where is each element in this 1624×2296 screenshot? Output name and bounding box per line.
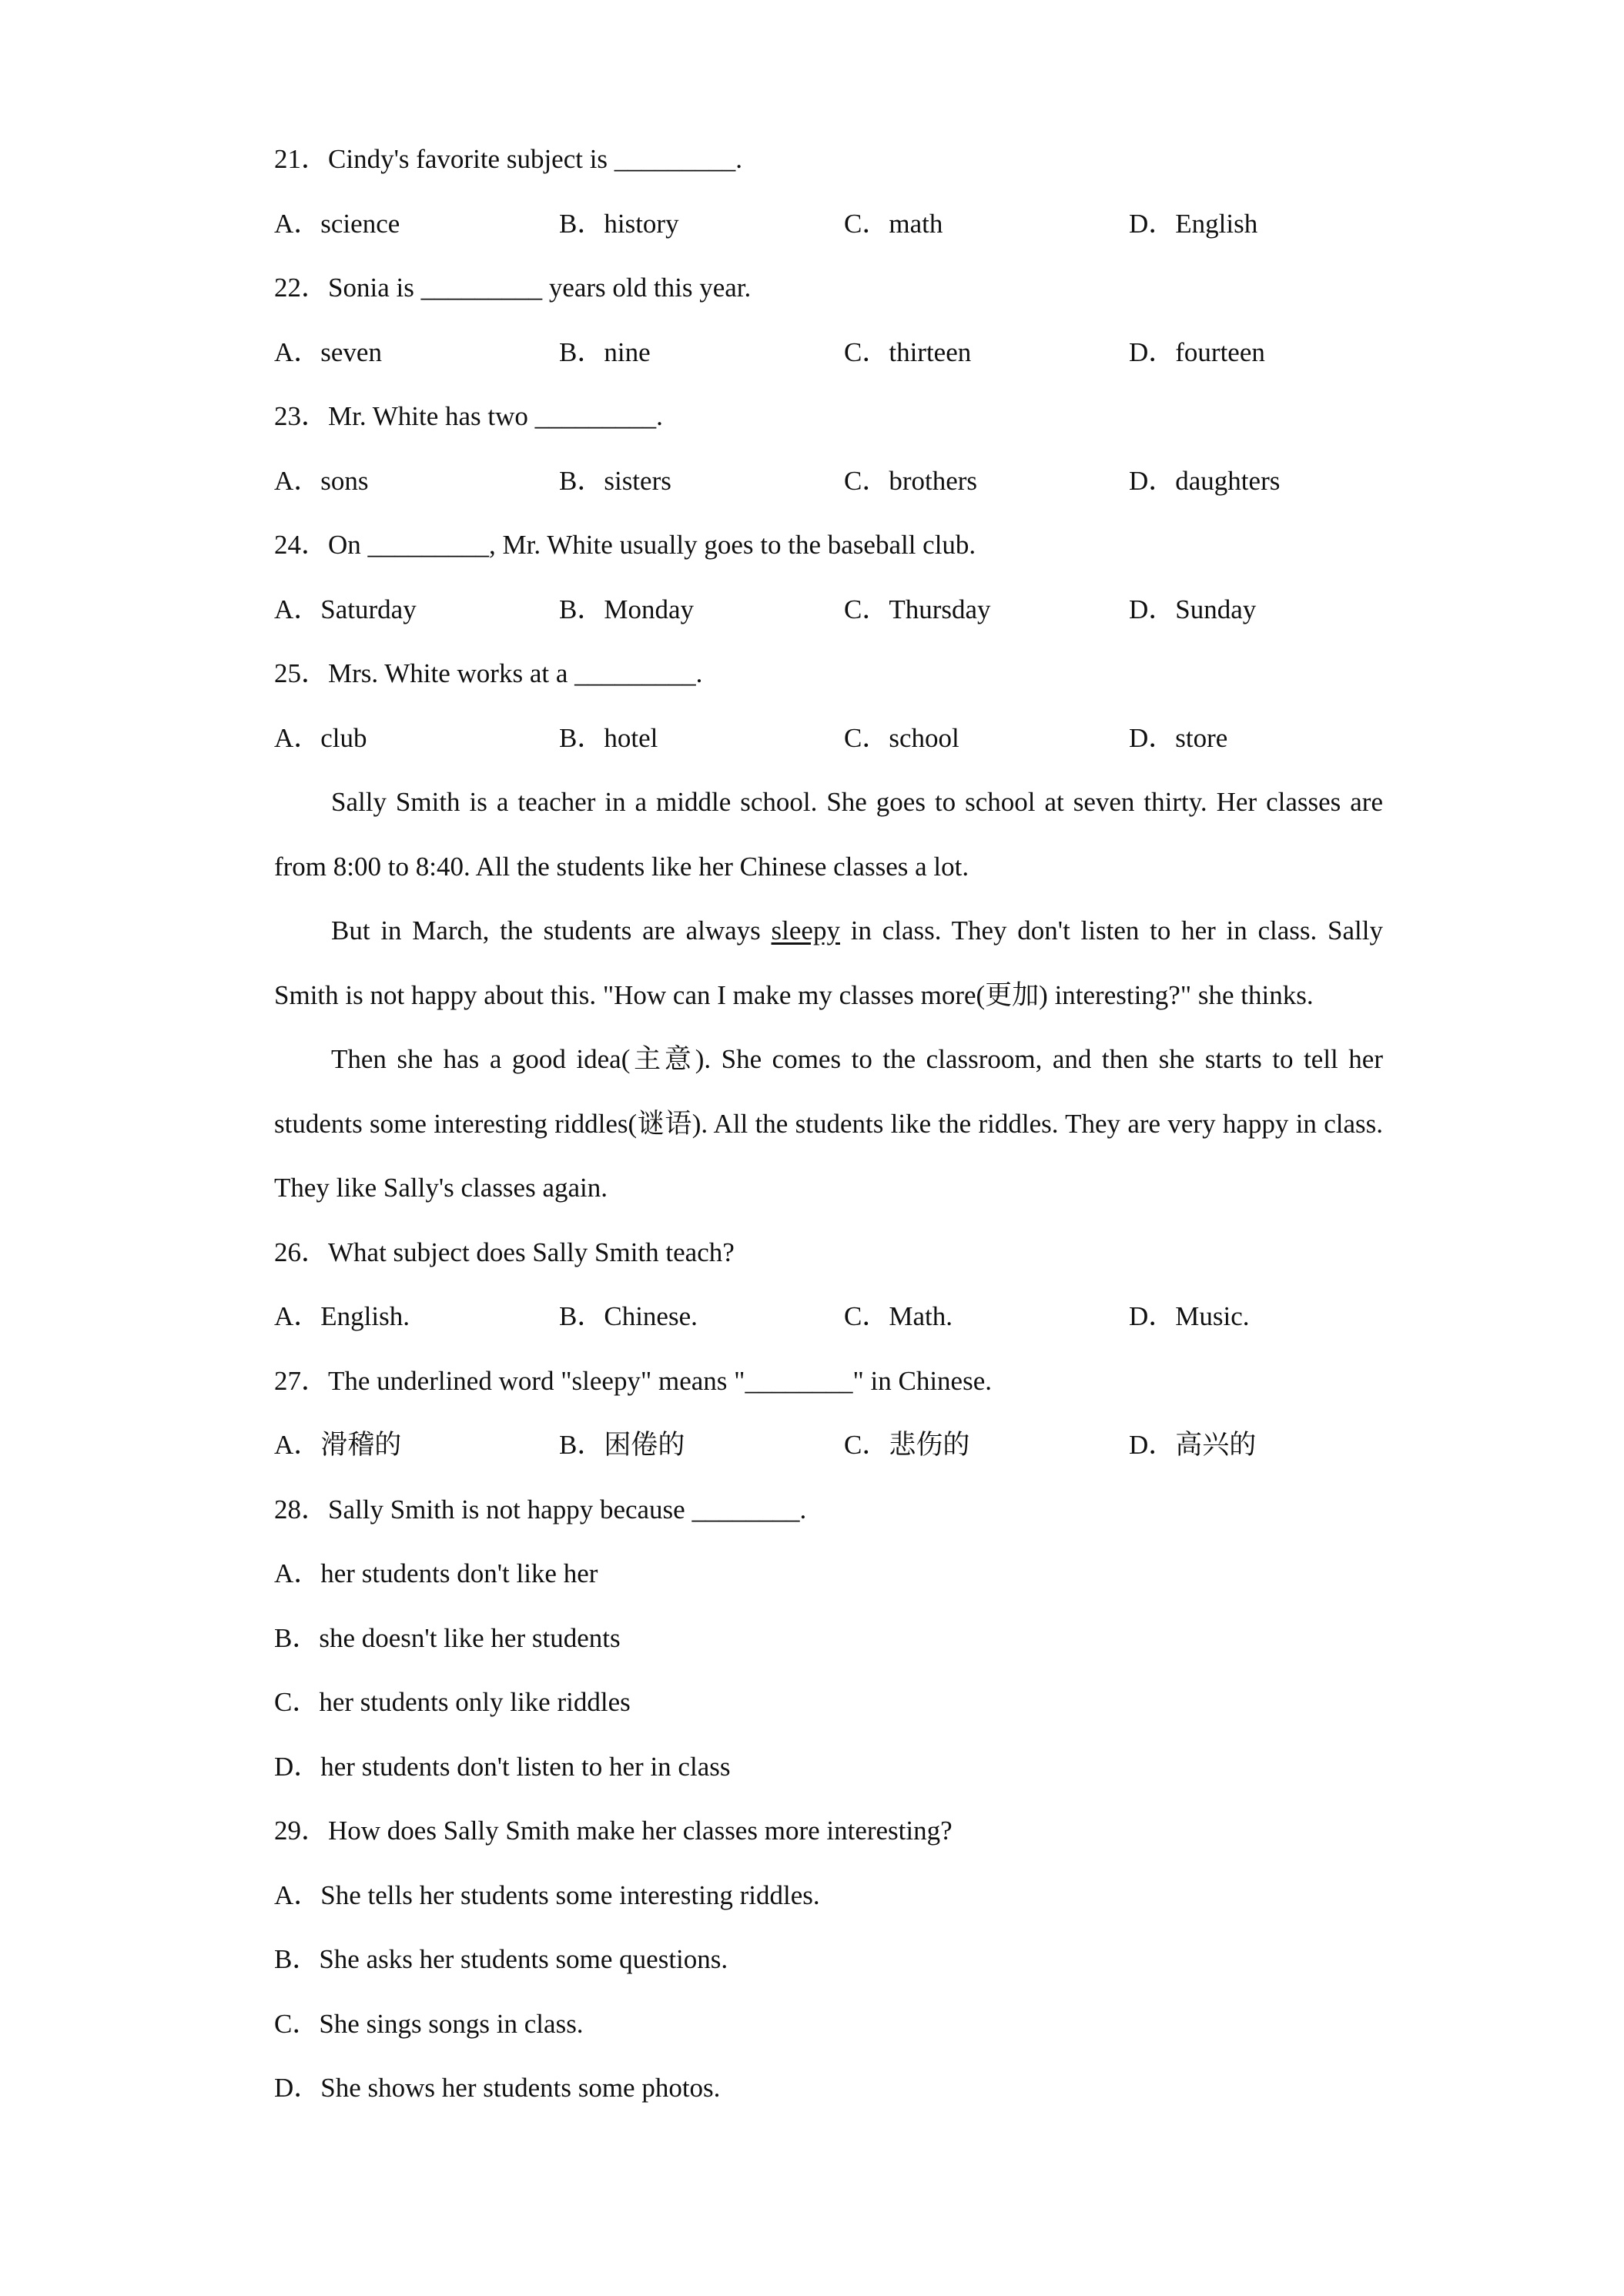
options-27 bbox=[274, 1413, 1383, 1478]
option-d: D．高兴的 bbox=[1129, 1430, 1257, 1460]
options-24 bbox=[274, 577, 1383, 642]
option-d: D．fourteen bbox=[1129, 336, 1265, 367]
option-a: A．She tells her students some interesting riddles. bbox=[274, 1879, 820, 1910]
option-c: C．school bbox=[844, 722, 959, 753]
question-29: 29．How does Sally Smith make her classes more interesting? bbox=[274, 1816, 953, 1846]
option-a: A．English. bbox=[274, 1301, 410, 1331]
option-a: A．Saturday bbox=[274, 594, 417, 624]
options-23 bbox=[274, 449, 1383, 514]
option-d: D．daughters bbox=[1129, 465, 1281, 496]
option-c: C．math bbox=[844, 208, 943, 239]
option-b: B．hotel bbox=[559, 722, 658, 753]
option-c: C．her students only like riddles bbox=[274, 1687, 631, 1717]
option-b: B．she doesn't like her students bbox=[274, 1622, 621, 1653]
passage-paragraph-3: Then she has a good idea(主意). She comes to the classroom, and then she starts to tell her students some interesting riddles(谜语). All the students like the riddles. They are very happy in class. They like Sally's classes again. bbox=[274, 1044, 1383, 1203]
passage-paragraph-1: Sally Smith is a teacher in a middle school. She goes to school at seven thirty. Her classes are from 8:00 to 8:40. All the students like her Chinese classes a lot. bbox=[274, 787, 1383, 882]
question-28: 28．Sally Smith is not happy because ________. bbox=[274, 1494, 807, 1525]
option-b: B．history bbox=[559, 208, 679, 239]
option-b: B．Monday bbox=[559, 594, 695, 624]
option-d: D．Music. bbox=[1129, 1301, 1250, 1331]
option-a: A．seven bbox=[274, 336, 382, 367]
option-c: C．Math. bbox=[844, 1301, 953, 1331]
option-a: A．sons bbox=[274, 465, 369, 496]
question-24: 24．On _________, Mr. White usually goes to the baseball club. bbox=[274, 530, 976, 560]
option-c: C．Thursday bbox=[844, 594, 991, 624]
option-a: A．滑稽的 bbox=[274, 1430, 402, 1460]
option-a: A．her students don't like her bbox=[274, 1558, 598, 1588]
option-b: B．困倦的 bbox=[559, 1430, 685, 1460]
option-b: B．She asks her students some questions. bbox=[274, 1944, 728, 1974]
options-22 bbox=[274, 320, 1383, 385]
paragraph-2-start: But in March, the students are always bbox=[331, 915, 772, 946]
option-c: C．brothers bbox=[844, 465, 978, 496]
option-c: C．thirteen bbox=[844, 336, 972, 367]
option-d: D．her students don't listen to her in class bbox=[274, 1751, 731, 1782]
option-c: C．悲伤的 bbox=[844, 1430, 970, 1460]
option-a: A．club bbox=[274, 722, 367, 753]
question-21: 21．Cindy's favorite subject is _________. bbox=[274, 144, 743, 174]
options-25 bbox=[274, 706, 1383, 771]
question-23: 23．Mr. White has two _________. bbox=[274, 401, 663, 431]
option-d: D．store bbox=[1129, 722, 1228, 753]
underlined-word: sleepy bbox=[771, 915, 840, 946]
option-b: B．nine bbox=[559, 336, 651, 367]
passage-paragraph-2 bbox=[274, 899, 1383, 1027]
question-27: 27．The underlined word "sleepy" means "________" in Chinese. bbox=[274, 1365, 992, 1396]
option-d: D．Sunday bbox=[1129, 594, 1257, 624]
options-21 bbox=[274, 192, 1383, 256]
question-25: 25．Mrs. White works at a _________. bbox=[274, 658, 703, 688]
option-d: D．English bbox=[1129, 208, 1258, 239]
exam-content bbox=[274, 127, 1383, 2120]
option-b: B．sisters bbox=[559, 465, 671, 496]
question-22: 22．Sonia is _________ years old this year. bbox=[274, 273, 752, 303]
option-d: D．She shows her students some photos. bbox=[274, 2073, 721, 2103]
question-26: 26．What subject does Sally Smith teach? bbox=[274, 1237, 735, 1267]
paragraph-2-end: in class. They don't listen to her in class. Sally Smith is not happy about this. "How can I make my classes more(更加) interesting?" she thinks. bbox=[274, 915, 1383, 1010]
option-a: A．science bbox=[274, 208, 400, 239]
option-c: C．She sings songs in class. bbox=[274, 2008, 584, 2039]
options-26 bbox=[274, 1284, 1383, 1349]
option-b: B．Chinese. bbox=[559, 1301, 698, 1331]
